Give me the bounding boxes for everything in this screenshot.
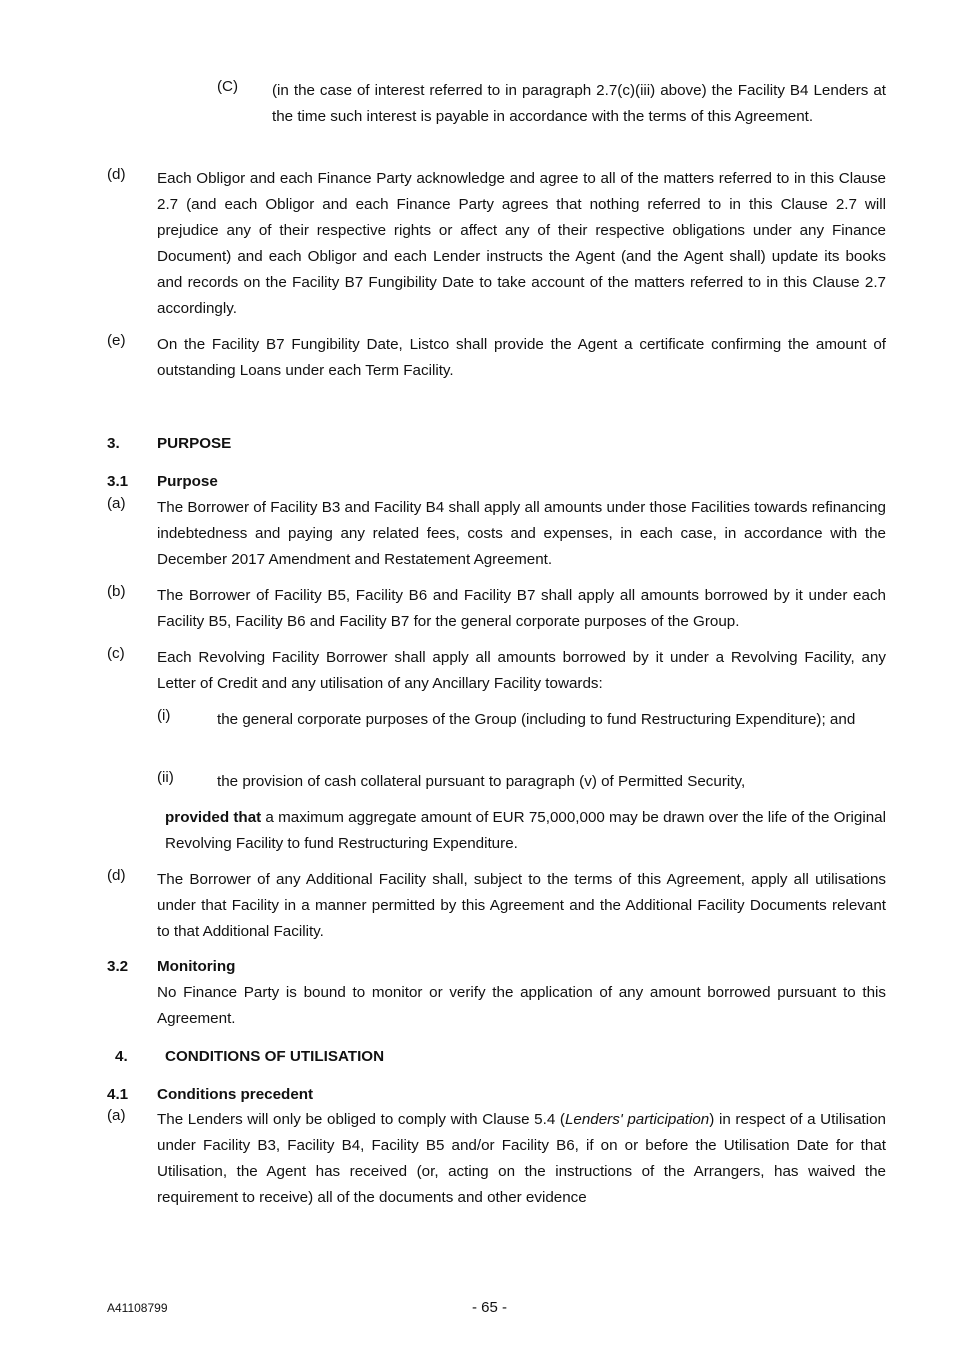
proviso-body: a maximum aggregate amount of EUR 75,000,000 may be drawn over the life of the Original Revolving Facility to fund Restructuring Expenditure.: [165, 809, 886, 852]
para-text: (in the case of interest referred to in paragraph 2.7(c)(iii) above) the Facility B4 Lenders at the time such interest is payable in accordance with the terms of this Agreement.: [272, 82, 886, 125]
subsection-number: 3.1: [107, 473, 129, 490]
clause-reference: Lenders' participation: [564, 1111, 710, 1128]
section-number: 3.: [107, 435, 120, 452]
subsection-number: 4.1: [107, 1086, 129, 1103]
subpara-label: (i): [157, 707, 171, 724]
subpara-text: the general corporate purposes of the Group (including to fund Restructuring Expenditure); and: [217, 711, 856, 728]
para-label: (e): [107, 332, 126, 349]
proviso-text: [165, 805, 886, 857]
proviso-bold: provided that: [165, 809, 262, 826]
para-text: Each Revolving Facility Borrower shall apply all amounts borrowed by it under a Revolving Facility, any Letter of Credit and any utilisation of any Ancillary Facility towards:: [157, 649, 886, 692]
subpara-label: (ii): [157, 769, 174, 786]
subsection-title: Monitoring: [157, 958, 236, 975]
para-label: (d): [107, 867, 126, 884]
para-text-pre: The Lenders will only be obliged to comply with Clause 5.4 (: [157, 1111, 565, 1128]
para-text: The Borrower of Facility B5, Facility B6 and Facility B7 shall apply all amounts borrowed by it under each Facility B5, Facility B6 and Facility B7 for the general corporate purposes of the Group.: [157, 587, 886, 630]
para-text-post: ) in respect of a Utilisation under Facility B3, Facility B4, Facility B5 and/or Facility B6, if on or before the Utilisation Date for that Utilisation, the Agent has received (or, acting on the instructions of the Arrangers, has waived the requirement to receive) all of the documents and other evidence: [157, 1111, 887, 1206]
para-text: On the Facility B7 Fungibility Date, Listco shall provide the Agent a certificate confirming the amount of outstanding Loans under each Term Facility.: [157, 336, 886, 379]
subpara-text: the provision of cash collateral pursuant to paragraph (v) of Permitted Security,: [217, 773, 746, 790]
para-label: (b): [107, 583, 126, 600]
para-text: The Borrower of any Additional Facility shall, subject to the terms of this Agreement, apply all utilisations under that Facility in a manner permitted by this Agreement and the Additional Facility Documents relevant to that Additional Facility.: [157, 871, 886, 940]
para-text: Each Obligor and each Finance Party acknowledge and agree to all of the matters referred to in this Clause 2.7 (and each Obligor and each Finance Party agrees that nothing referred to in this Clause 2.7 will prejudice any of their respective rights or affect any of their respective obligations under any Finance Document) and each Obligor and each Lender instructs the Agent (and the Agent shall) update its books and records on the Facility B7 Fungibility Date to take account of the matters referred to in this Clause 2.7 accordingly.: [157, 170, 886, 317]
para-text: [157, 1107, 886, 1211]
subsection-title: Purpose: [157, 473, 218, 490]
para-label: (d): [107, 166, 126, 183]
subsection-title: Conditions precedent: [157, 1086, 314, 1103]
section-title: PURPOSE: [157, 435, 232, 452]
para-text: No Finance Party is bound to monitor or verify the application of any amount borrowed pursuant to this Agreement.: [157, 984, 886, 1027]
section-title: CONDITIONS OF UTILISATION: [165, 1048, 385, 1065]
para-label: (a): [107, 1107, 126, 1124]
document-id: A41108799: [107, 1301, 168, 1315]
section-number: 4.: [115, 1048, 128, 1065]
para-label: (C): [217, 78, 239, 95]
para-label: (a): [107, 495, 126, 512]
subsection-number: 3.2: [107, 958, 129, 975]
para-text: The Borrower of Facility B3 and Facility B4 shall apply all amounts under those Facilities towards refinancing indebtedness and paying any related fees, costs and expenses, in each case, in accordance with the December 2017 Amendment and Restatement Agreement.: [157, 499, 886, 568]
page-number: - 65 -: [472, 1299, 508, 1316]
para-label: (c): [107, 645, 125, 662]
